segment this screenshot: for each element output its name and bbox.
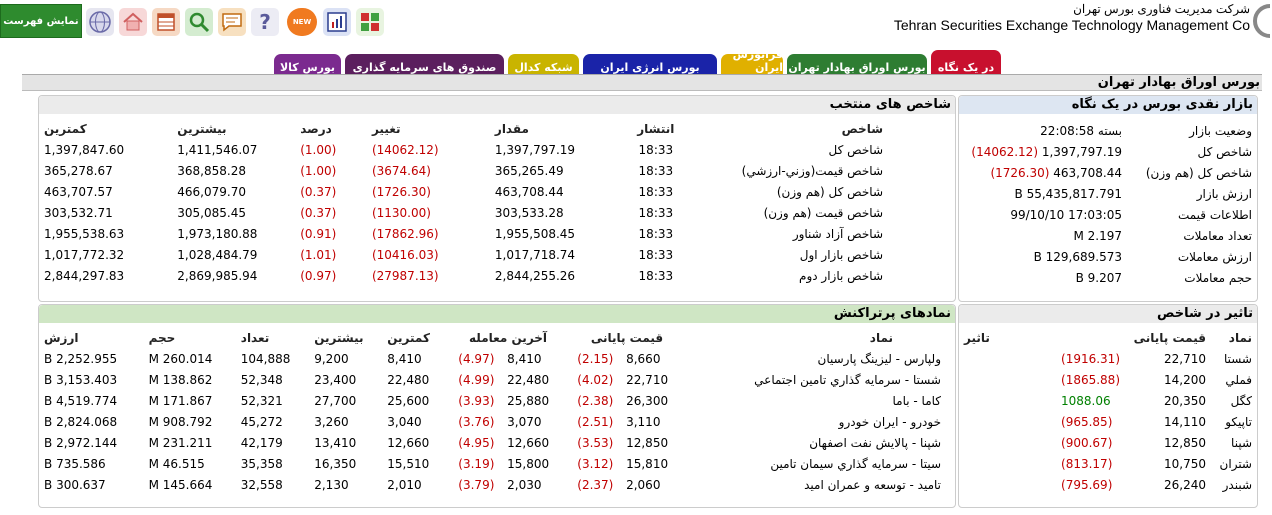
symbols-cell: 3,040 bbox=[387, 414, 422, 429]
impact-cell: (965.85) bbox=[1061, 414, 1113, 429]
selected-indices-title: شاخص های منتخب bbox=[39, 96, 955, 114]
impact-cell: (795.69) bbox=[1061, 477, 1113, 492]
symbols-cell: (3.79) bbox=[458, 477, 495, 492]
calendar-icon[interactable] bbox=[152, 8, 180, 36]
tab-at-a-glance[interactable]: در یک نگاه bbox=[931, 50, 1001, 76]
market-change: (14062.12) bbox=[971, 144, 1039, 159]
impact-cell: 22,710 bbox=[1163, 351, 1206, 366]
impact-row[interactable] bbox=[961, 474, 1255, 495]
impact-header: نماد bbox=[1228, 330, 1252, 345]
globe-icon[interactable] bbox=[86, 8, 114, 36]
indices-cell: (27987.13) bbox=[371, 268, 439, 283]
market-value bbox=[961, 183, 1125, 204]
market-value bbox=[961, 162, 1125, 183]
indices-header: مقدار bbox=[494, 121, 529, 136]
symbols-cell: 2,972.144 B bbox=[44, 435, 118, 450]
message-icon[interactable] bbox=[218, 8, 246, 36]
indices-cell: 1,397,797.19 bbox=[494, 142, 576, 157]
symbols-header: آخرین معامله bbox=[469, 330, 548, 345]
symbols-cell: (3.53) bbox=[577, 435, 614, 450]
symbols-cell: 26,300 bbox=[626, 393, 669, 408]
symbols-cell: (3.12) bbox=[577, 456, 614, 471]
symbols-cell: سيتا - سرمايه گذاري سيمان تامين bbox=[770, 456, 941, 471]
impact-header: تاثیر bbox=[964, 330, 990, 345]
index-impact-panel bbox=[958, 304, 1258, 508]
symbols-cell: 45,272 bbox=[240, 414, 283, 429]
market-value-text: 17:03:05 99/10/10 bbox=[1010, 207, 1122, 222]
indices-cell: 18:33 bbox=[638, 163, 674, 178]
symbols-header: کمترین bbox=[387, 330, 430, 345]
symbols-cell: 15,800 bbox=[507, 456, 550, 471]
tab-investment-funds[interactable]: صندوق های سرمایه گذاری bbox=[345, 54, 504, 76]
indices-header: کمترین bbox=[44, 121, 87, 136]
indices-cell: 18:33 bbox=[638, 184, 674, 199]
symbols-cell: 171.867 M bbox=[148, 393, 213, 408]
most-traded-title: نمادهای پرتراکنش bbox=[39, 305, 955, 323]
indices-row[interactable] bbox=[41, 244, 953, 265]
symbols-cell: (2.15) bbox=[577, 351, 614, 366]
symbols-cell: 8,660 bbox=[626, 351, 661, 366]
indices-cell: شاخص بازار دوم bbox=[799, 268, 883, 283]
indices-cell: 18:33 bbox=[638, 268, 674, 283]
market-label: حجم معاملات bbox=[1184, 270, 1252, 285]
market-value bbox=[961, 246, 1125, 267]
impact-header: قیمت پایانی bbox=[1133, 330, 1206, 345]
indices-cell: (0.37) bbox=[300, 205, 337, 220]
market-label: تعداد معاملات bbox=[1183, 228, 1252, 243]
market-value-text: بسته 22:08:58 bbox=[1040, 123, 1122, 138]
market-label: اطلاعات قیمت bbox=[1177, 207, 1252, 222]
tab-ifb[interactable]: فرابورس ایران bbox=[721, 54, 783, 76]
impact-cell: 10,750 bbox=[1163, 456, 1206, 471]
market-row bbox=[961, 183, 1255, 204]
symbols-cell: 145.664 M bbox=[148, 477, 213, 492]
symbols-cell: 4,519.774 B bbox=[44, 393, 118, 408]
symbols-cell: 52,321 bbox=[240, 393, 283, 408]
indices-cell: (14062.12) bbox=[371, 142, 439, 157]
symbols-cell: (2.37) bbox=[577, 477, 614, 492]
indices-cell: شاخص کل bbox=[828, 142, 883, 157]
symbols-cell: 8,410 bbox=[507, 351, 542, 366]
symbols-cell: 138.862 M bbox=[148, 372, 213, 387]
symbols-cell: (2.51) bbox=[577, 414, 614, 429]
impact-cell: (1865.88) bbox=[1061, 372, 1120, 387]
symbols-row[interactable] bbox=[41, 432, 953, 453]
company-name-en: Tehran Securities Exchange Technology Management Co bbox=[893, 17, 1250, 33]
indices-cell: 1,017,718.74 bbox=[494, 247, 576, 262]
help-icon[interactable] bbox=[251, 8, 279, 36]
symbols-header: قیمت پایانی bbox=[590, 330, 664, 345]
symbols-cell: 32,558 bbox=[240, 477, 283, 492]
indices-cell: 1,955,508.45 bbox=[494, 226, 576, 241]
market-label: ارزش بازار bbox=[1196, 186, 1252, 201]
indices-cell: 466,079.70 bbox=[177, 184, 246, 199]
top-bar bbox=[0, 0, 1272, 44]
market-value-text: 129,689.573 B bbox=[1033, 249, 1122, 264]
symbols-cell: شستا - سرمايه گذاري تامين اجتماعي bbox=[754, 372, 941, 387]
symbols-cell: 2,130 bbox=[314, 477, 349, 492]
company-name-fa: شرکت مدیریت فناوری بورس تهران bbox=[1073, 2, 1250, 16]
indices-cell: 1,411,546.07 bbox=[177, 142, 258, 157]
market-label: شاخص کل (هم وزن) bbox=[1145, 165, 1252, 180]
symbols-cell: 15,810 bbox=[626, 456, 669, 471]
market-row bbox=[961, 204, 1255, 225]
home-icon[interactable] bbox=[119, 8, 147, 36]
impact-cell: 14,200 bbox=[1163, 372, 1206, 387]
symbols-cell: 12,660 bbox=[387, 435, 430, 450]
selected-indices-table bbox=[41, 118, 953, 286]
market-row bbox=[961, 267, 1255, 288]
symbols-cell: 2,010 bbox=[387, 477, 422, 492]
symbols-cell: 3,153.403 B bbox=[44, 372, 118, 387]
indices-cell: 463,708.44 bbox=[494, 184, 564, 199]
indices-header: تغییر bbox=[371, 121, 401, 136]
indices-cell: شاخص بازار اول bbox=[799, 247, 883, 262]
market-value bbox=[961, 120, 1125, 141]
most-traded-table bbox=[41, 327, 953, 495]
impact-cell: تاپيکو bbox=[1225, 414, 1252, 429]
symbols-header: ارزش bbox=[44, 330, 79, 345]
impact-cell: (900.67) bbox=[1061, 435, 1113, 450]
symbols-cell: 9,200 bbox=[314, 351, 349, 366]
impact-cell: کگل bbox=[1230, 393, 1252, 408]
symbols-header: نماد bbox=[869, 330, 893, 345]
symbols-cell: (4.99) bbox=[458, 372, 495, 387]
indices-cell: 2,844,297.83 bbox=[44, 268, 125, 283]
symbols-cell: 8,410 bbox=[387, 351, 422, 366]
indices-cell: 18:33 bbox=[638, 247, 674, 262]
symbols-cell: 22,710 bbox=[626, 372, 669, 387]
symbols-cell: (2.38) bbox=[577, 393, 614, 408]
indices-header: شاخص bbox=[841, 121, 883, 136]
market-glance-table bbox=[961, 120, 1255, 288]
indices-cell: (1.01) bbox=[300, 247, 337, 262]
symbols-cell: ولپارس - ليزينگ پارسيان bbox=[817, 351, 941, 366]
indices-cell: 463,707.57 bbox=[44, 184, 113, 199]
impact-cell: (813.17) bbox=[1061, 456, 1113, 471]
search-icon[interactable] bbox=[185, 8, 213, 36]
indices-cell: 18:33 bbox=[638, 205, 674, 220]
symbols-cell: 260.014 M bbox=[148, 351, 213, 366]
indices-header: درصد bbox=[300, 121, 332, 136]
symbols-cell: 22,480 bbox=[507, 372, 550, 387]
tab-codal[interactable]: شبکه کدال bbox=[508, 54, 579, 76]
tab-tehran-stock-exchange[interactable]: بورس اوراق بهادار تهران bbox=[787, 54, 927, 76]
symbols-cell: 46.515 M bbox=[148, 456, 205, 471]
indices-header: بیشترین bbox=[177, 121, 227, 136]
indices-cell: 2,869,985.94 bbox=[177, 268, 258, 283]
symbols-cell: 908.792 M bbox=[148, 414, 213, 429]
index-impact-title: تاثیر در شاخص bbox=[959, 305, 1257, 323]
symbols-cell: شپنا - پالايش نفت اصفهان bbox=[809, 435, 941, 450]
market-tabs bbox=[0, 50, 1272, 76]
selected-indices-panel bbox=[38, 95, 956, 302]
symbols-cell: (3.93) bbox=[458, 393, 495, 408]
indices-cell: (10416.03) bbox=[371, 247, 439, 262]
indices-cell: (0.91) bbox=[300, 226, 337, 241]
market-row bbox=[961, 120, 1255, 141]
symbols-cell: 2,824.068 B bbox=[44, 414, 118, 429]
impact-cell: شبندر bbox=[1222, 477, 1252, 492]
symbols-cell: 16,350 bbox=[314, 456, 357, 471]
new-badge-label: NEW bbox=[292, 18, 312, 26]
tab-commodity-exchange[interactable]: بورس کالا bbox=[274, 54, 341, 76]
symbols-cell: 3,110 bbox=[626, 414, 661, 429]
show-menu-button[interactable]: نمایش فهرست bbox=[0, 4, 82, 38]
indices-row[interactable] bbox=[41, 223, 953, 244]
indices-cell: 18:33 bbox=[638, 226, 674, 241]
impact-cell: شستا bbox=[1223, 351, 1252, 366]
symbols-cell: 3,260 bbox=[314, 414, 349, 429]
reports-icon[interactable] bbox=[323, 8, 351, 36]
symbols-cell: 23,400 bbox=[314, 372, 357, 387]
symbols-cell: 42,179 bbox=[240, 435, 283, 450]
market-label: شاخص کل bbox=[1197, 144, 1252, 159]
impact-row[interactable] bbox=[961, 369, 1255, 390]
market-value-text: 463,708.44 bbox=[1053, 165, 1122, 180]
indices-cell: 368,858.28 bbox=[177, 163, 246, 178]
indices-cell: 18:33 bbox=[638, 142, 674, 157]
impact-row[interactable] bbox=[961, 411, 1255, 432]
symbols-row[interactable] bbox=[41, 453, 953, 474]
company-logo-icon bbox=[1252, 4, 1272, 38]
index-impact-table bbox=[961, 327, 1255, 495]
impact-row[interactable] bbox=[961, 390, 1255, 411]
market-row bbox=[961, 225, 1255, 246]
section-title: بورس اوراق بهادار تهران bbox=[22, 75, 1262, 91]
svg-text:?: ? bbox=[259, 10, 271, 34]
impact-row[interactable] bbox=[961, 453, 1255, 474]
symbols-cell: (3.19) bbox=[458, 456, 495, 471]
symbols-cell: 2,030 bbox=[507, 477, 542, 492]
new-badge-icon[interactable] bbox=[287, 8, 317, 36]
symbols-cell: 12,660 bbox=[507, 435, 550, 450]
indices-cell: (3674.64) bbox=[371, 163, 431, 178]
symbols-header: حجم bbox=[148, 330, 176, 345]
impact-cell: شتران bbox=[1219, 456, 1252, 471]
indices-cell: شاخص قیمت (هم وزن) bbox=[763, 205, 883, 220]
market-row bbox=[961, 141, 1255, 162]
indices-cell: (1726.30) bbox=[371, 184, 431, 199]
symbols-cell: (3.76) bbox=[458, 414, 495, 429]
market-glance-panel bbox=[958, 95, 1258, 302]
indices-cell: 1,017,772.32 bbox=[44, 247, 125, 262]
indices-cell: 303,533.28 bbox=[494, 205, 564, 220]
indices-cell: (1.00) bbox=[300, 142, 337, 157]
symbols-row[interactable] bbox=[41, 411, 953, 432]
impact-row[interactable] bbox=[961, 348, 1255, 369]
indices-cell: شاخص آزاد شناور bbox=[792, 226, 883, 241]
tab-energy-exchange[interactable]: بورس انرژی ایران bbox=[583, 54, 717, 76]
market-value-text: 1,397,797.19 bbox=[1041, 144, 1122, 159]
indices-cell: 303,532.71 bbox=[44, 205, 113, 220]
market-value bbox=[961, 141, 1125, 162]
symbols-cell: 52,348 bbox=[240, 372, 283, 387]
symbols-cell: 25,880 bbox=[507, 393, 550, 408]
impact-cell: شپنا bbox=[1231, 435, 1252, 450]
symbols-cell: 15,510 bbox=[387, 456, 430, 471]
market-value bbox=[961, 204, 1125, 225]
most-traded-panel bbox=[38, 304, 956, 508]
indices-cell: شاخص قیمت(وزني-ارزشي) bbox=[741, 163, 883, 178]
impact-row[interactable] bbox=[961, 432, 1255, 453]
market-value bbox=[961, 225, 1125, 246]
indices-row[interactable] bbox=[41, 139, 953, 160]
company-name bbox=[894, 1, 1250, 33]
symbols-header: تعداد bbox=[240, 330, 270, 345]
market-glance-title: بازار نقدی بورس در یک نگاه bbox=[959, 96, 1257, 114]
market-value-text: 2.197 M bbox=[1073, 228, 1122, 243]
apps-icon[interactable] bbox=[356, 8, 384, 36]
symbols-row[interactable] bbox=[41, 348, 953, 369]
indices-row[interactable] bbox=[41, 202, 953, 223]
indices-cell: 305,085.45 bbox=[177, 205, 246, 220]
market-value bbox=[961, 267, 1125, 288]
indices-header: انتشار bbox=[637, 121, 675, 136]
symbols-cell: 231.211 M bbox=[148, 435, 213, 450]
symbols-cell: 22,480 bbox=[387, 372, 430, 387]
symbols-cell: (4.97) bbox=[458, 351, 495, 366]
indices-cell: شاخص کل (هم وزن) bbox=[776, 184, 883, 199]
indices-cell: 2,844,255.26 bbox=[494, 268, 576, 283]
market-row bbox=[961, 246, 1255, 267]
market-value-text: 9.207 B bbox=[1075, 270, 1122, 285]
impact-cell: 14,110 bbox=[1163, 414, 1206, 429]
indices-cell: (1130.00) bbox=[371, 205, 431, 220]
impact-cell: (1916.31) bbox=[1061, 351, 1120, 366]
symbols-row[interactable] bbox=[41, 390, 953, 411]
market-label: ارزش معاملات bbox=[1177, 249, 1252, 264]
symbols-row[interactable] bbox=[41, 369, 953, 390]
impact-cell: 26,240 bbox=[1163, 477, 1206, 492]
indices-row[interactable] bbox=[41, 181, 953, 202]
indices-cell: 365,278.67 bbox=[44, 163, 113, 178]
symbols-cell: 2,060 bbox=[626, 477, 661, 492]
indices-cell: 1,397,847.60 bbox=[44, 142, 125, 157]
symbols-cell: (4.02) bbox=[577, 372, 614, 387]
market-value-text: 55,435,817.791 B bbox=[1014, 186, 1122, 201]
impact-cell: 20,350 bbox=[1163, 393, 1206, 408]
market-row bbox=[961, 162, 1255, 183]
indices-cell: 1,028,484.79 bbox=[177, 247, 258, 262]
symbols-cell: 104,888 bbox=[240, 351, 291, 366]
indices-cell: 1,973,180.88 bbox=[177, 226, 258, 241]
symbols-cell: 35,358 bbox=[240, 456, 283, 471]
symbols-cell: خودرو - ايران خودرو bbox=[838, 414, 941, 429]
indices-cell: (17862.96) bbox=[371, 226, 439, 241]
symbols-cell: 13,410 bbox=[314, 435, 357, 450]
impact-cell: فملي bbox=[1225, 372, 1252, 387]
symbols-cell: 25,600 bbox=[387, 393, 430, 408]
indices-cell: (0.37) bbox=[300, 184, 337, 199]
indices-row[interactable] bbox=[41, 160, 953, 181]
symbols-cell: 27,700 bbox=[314, 393, 357, 408]
symbols-cell: 2,252.955 B bbox=[44, 351, 118, 366]
indices-cell: (0.97) bbox=[300, 268, 337, 283]
indices-cell: 1,955,538.63 bbox=[44, 226, 125, 241]
symbols-cell: تامید - توسعه و عمران امید bbox=[804, 477, 941, 492]
impact-cell: 12,850 bbox=[1163, 435, 1206, 450]
symbols-cell: 12,850 bbox=[626, 435, 669, 450]
market-change: (1726.30) bbox=[990, 165, 1050, 180]
symbols-cell: 735.586 B bbox=[44, 456, 106, 471]
impact-cell: 1088.06 bbox=[1061, 393, 1111, 408]
market-label: وضعیت بازار bbox=[1189, 123, 1252, 138]
symbols-header: بیشترین bbox=[314, 330, 364, 345]
indices-row[interactable] bbox=[41, 265, 953, 286]
symbols-cell: (4.95) bbox=[458, 435, 495, 450]
indices-cell: 365,265.49 bbox=[494, 163, 564, 178]
symbols-cell: 3,070 bbox=[507, 414, 542, 429]
symbols-cell: کاما - باما bbox=[892, 393, 941, 408]
symbols-row[interactable] bbox=[41, 474, 953, 495]
indices-cell: (1.00) bbox=[300, 163, 337, 178]
symbols-cell: 300.637 B bbox=[44, 477, 106, 492]
